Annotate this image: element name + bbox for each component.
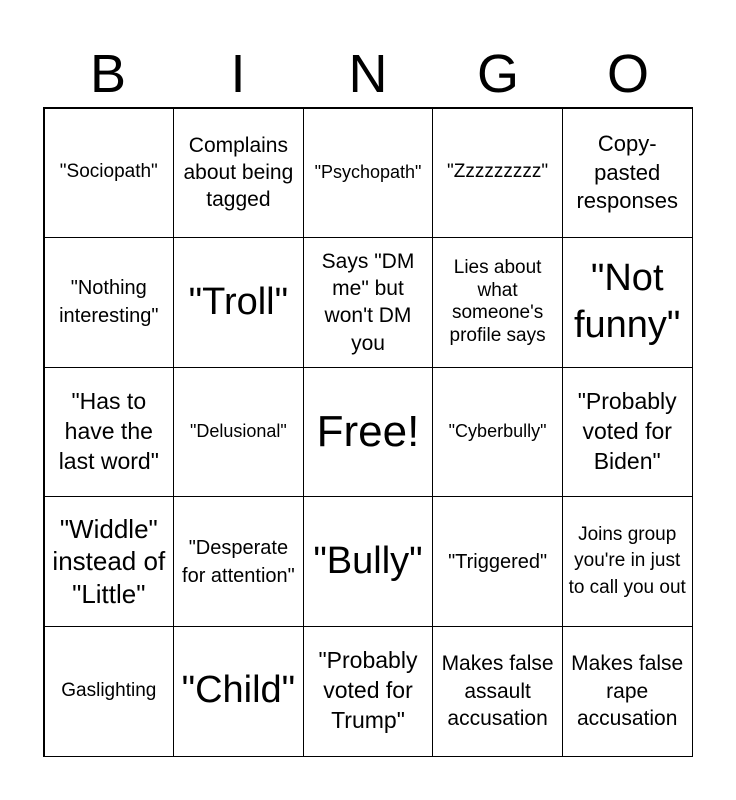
bingo-cell[interactable] (432, 237, 563, 368)
bingo-cell[interactable] (44, 367, 175, 498)
cell-text: Gaslighting (61, 679, 157, 701)
bingo-cell[interactable] (173, 237, 304, 368)
header-letter-b: B (89, 44, 127, 104)
cell-text: "Zzzzzzzzz" (447, 161, 549, 183)
header-letter-g: G (476, 44, 519, 104)
cell-text: "Triggered" (448, 550, 548, 573)
bingo-cell[interactable] (44, 108, 175, 239)
header-letter-o: O (606, 44, 649, 104)
cell-text: "Psychopath" (314, 162, 422, 182)
cell-text: "Sociopath" (59, 161, 158, 183)
cell-text: Joins group you're in just to call you out (568, 523, 686, 598)
cell-text: "Nothing interesting" (59, 277, 159, 328)
bingo-cell[interactable] (173, 496, 304, 627)
bingo-cell[interactable] (432, 626, 563, 757)
free-space[interactable] (303, 367, 434, 498)
bingo-cell[interactable] (562, 626, 693, 757)
cell-text: "Probably voted for Trump" (318, 647, 418, 734)
bingo-cell[interactable] (44, 237, 175, 368)
bingo-cell[interactable] (173, 626, 304, 757)
cell-text: Makes false rape accusation (571, 652, 684, 730)
bingo-cell[interactable] (562, 496, 693, 627)
cell-text: "Bully" (313, 539, 423, 582)
bingo-board (43, 107, 693, 757)
cell-text: "Troll" (188, 280, 289, 323)
bingo-cell[interactable] (303, 108, 434, 239)
bingo-cell[interactable] (173, 367, 304, 498)
cell-text: Says "DM me" but won't DM you (321, 249, 415, 355)
bingo-cell[interactable] (173, 108, 304, 239)
cell-text: "Delusional" (189, 421, 287, 442)
cell-text: Free! (316, 406, 420, 456)
cell-text: Copy-pasted responses (576, 130, 678, 214)
cell-text: Makes false assault accusation (441, 652, 554, 730)
bingo-cell[interactable] (303, 237, 434, 368)
bingo-cell[interactable] (303, 496, 434, 627)
cell-text: "Not funny" (573, 256, 681, 347)
header-letter-i: I (230, 44, 246, 104)
bingo-cell[interactable] (432, 367, 563, 498)
cell-text: "Cyberbully" (448, 421, 547, 442)
cell-text: Complains about being tagged (183, 133, 294, 212)
bingo-cell[interactable] (303, 626, 434, 757)
cell-text: Lies about what someone's profile says (449, 256, 546, 347)
bingo-cell[interactable] (44, 626, 175, 757)
bingo-cell[interactable] (432, 108, 563, 239)
bingo-cell[interactable] (432, 496, 563, 627)
cell-text: "Desperate for attention" (182, 536, 295, 587)
bingo-header (43, 40, 693, 108)
header-letter-n: N (348, 44, 388, 104)
bingo-cell[interactable] (562, 367, 693, 498)
cell-text: "Probably voted for Biden" (577, 388, 677, 474)
bingo-cell[interactable] (44, 496, 175, 627)
bingo-cell[interactable] (562, 237, 693, 368)
cell-text: "Widdle" instead of "Little" (52, 513, 166, 609)
cell-text: "Has to have the last word" (58, 388, 159, 474)
bingo-cell[interactable] (562, 108, 693, 239)
cell-text: "Child" (181, 669, 296, 712)
